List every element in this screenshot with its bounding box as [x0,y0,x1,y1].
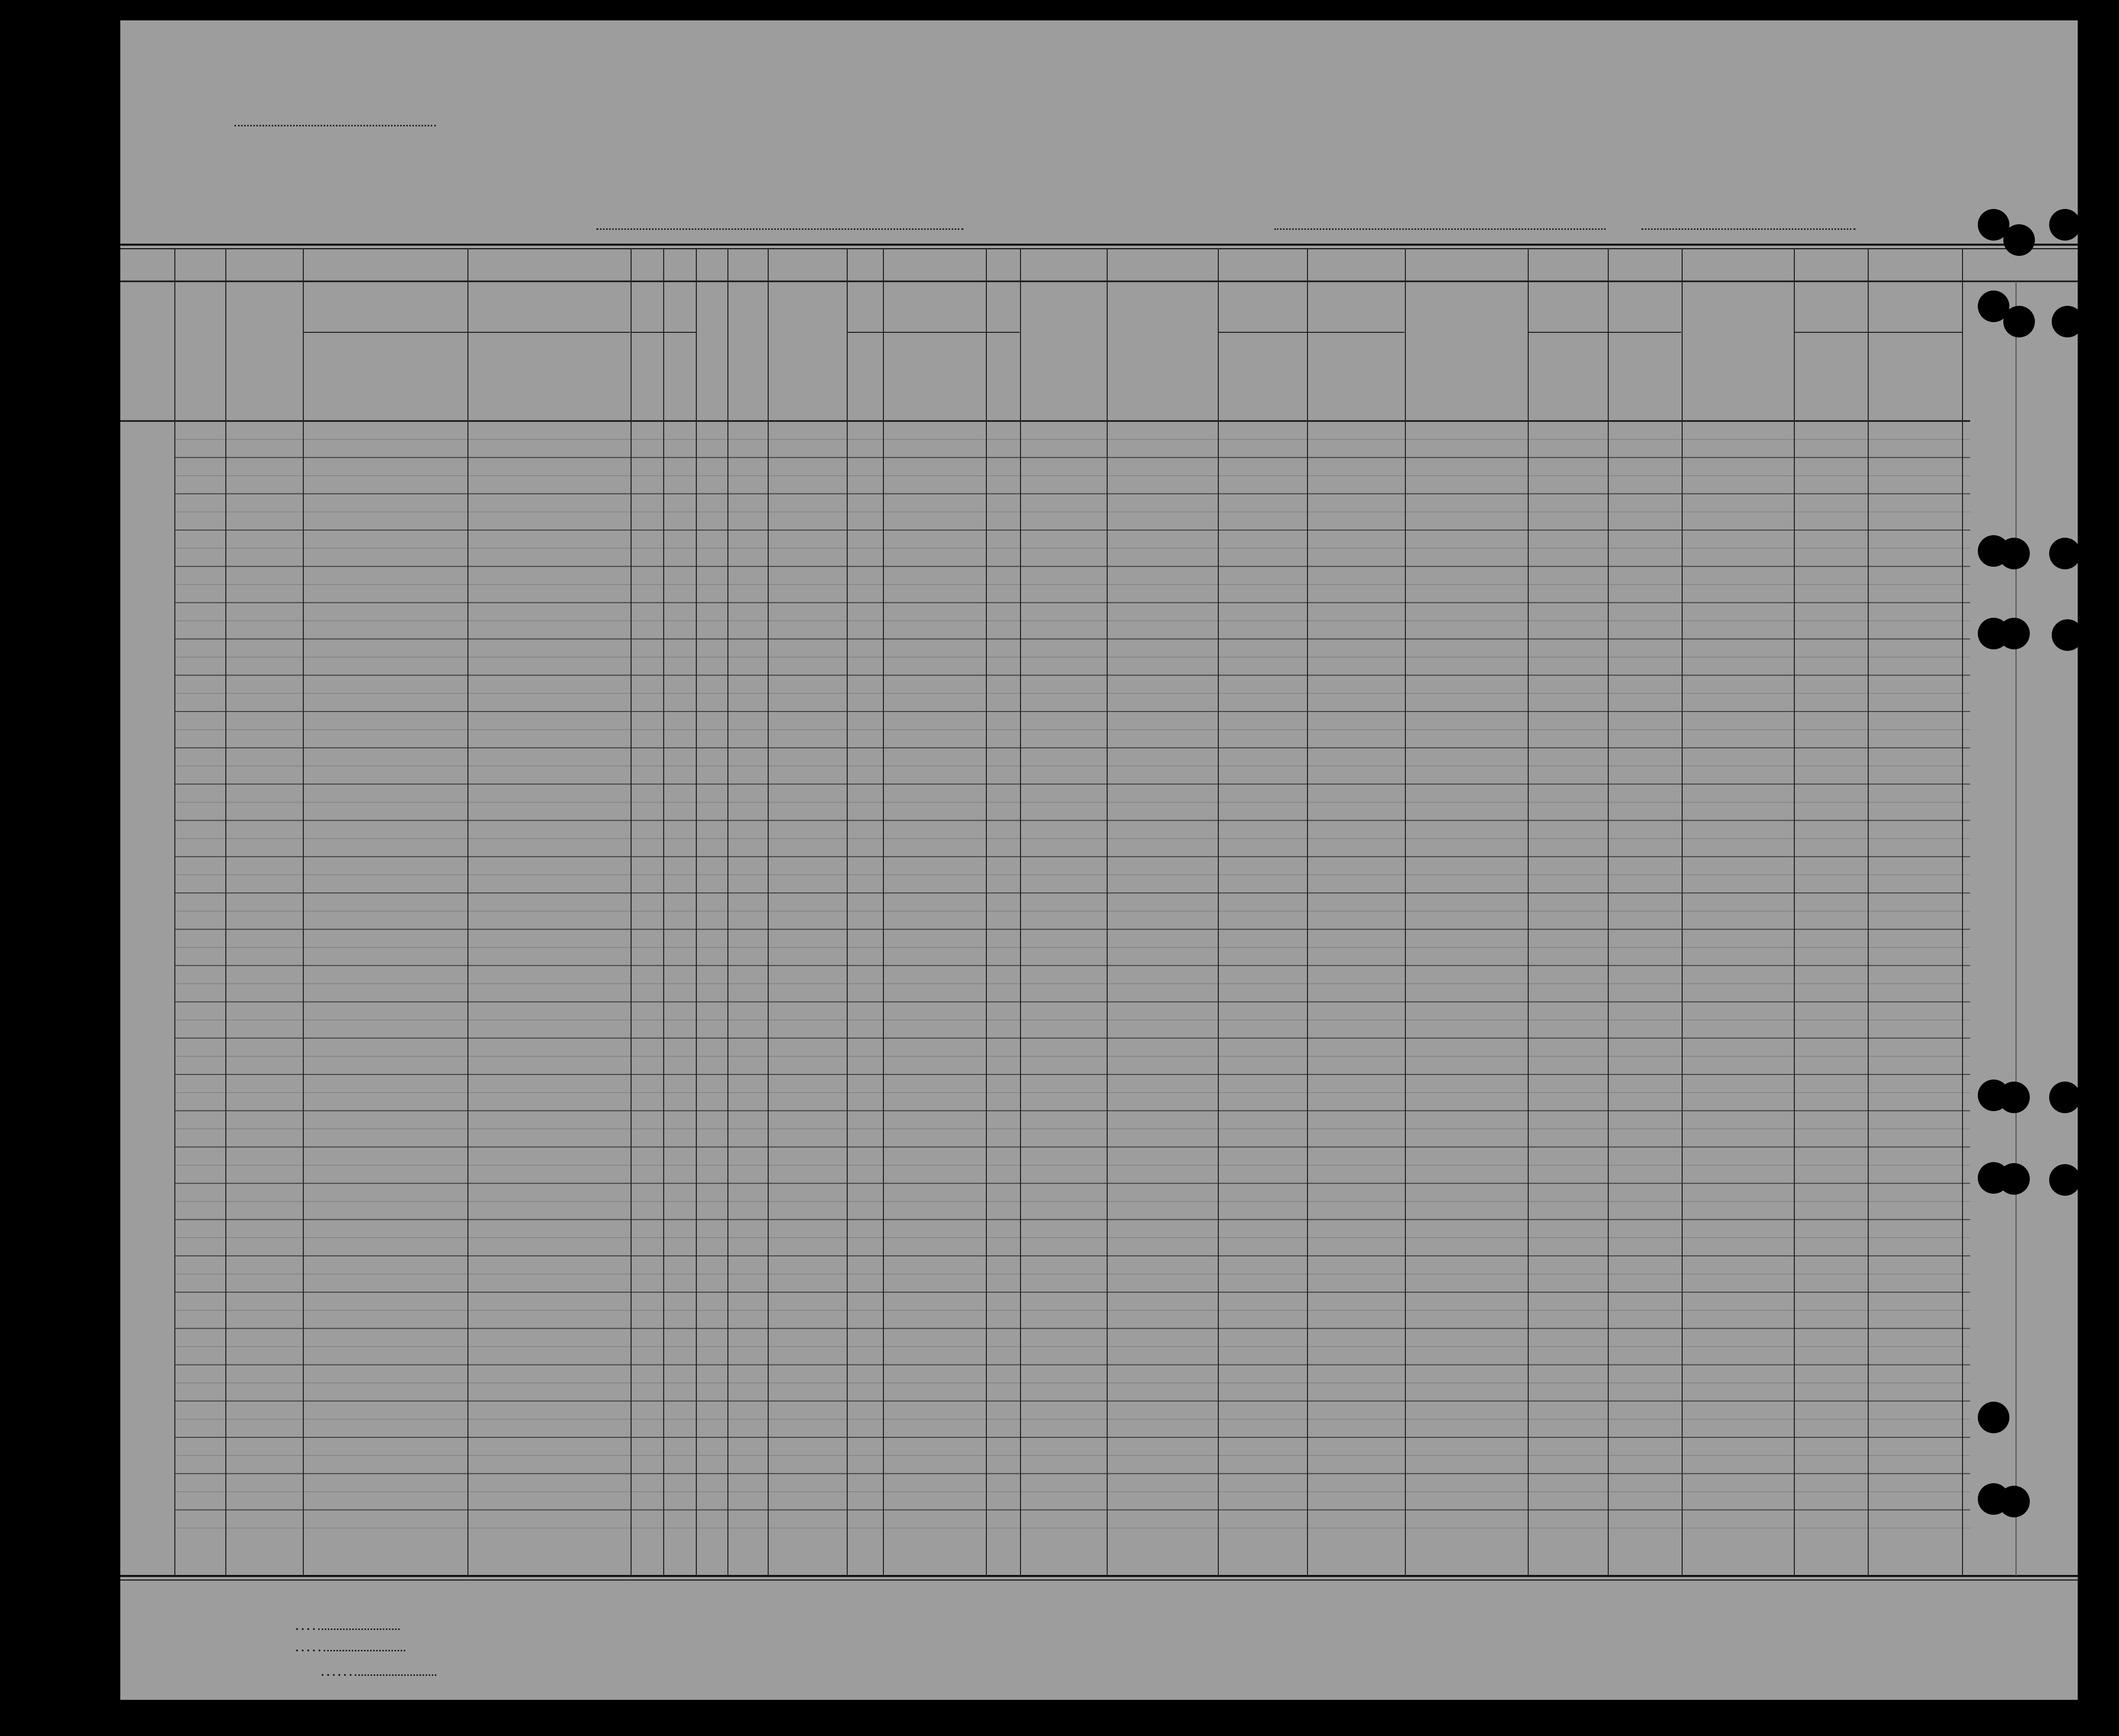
list-label [234,104,436,133]
punch-hole [2049,209,2081,241]
punch-hole [2052,306,2083,337]
total-passengers-label: . . . . [296,1620,400,1633]
punch-hole [1998,1163,2030,1195]
total-passengers-field[interactable] [318,1628,400,1630]
us-citizens-label: . . . . . [296,1641,405,1654]
sailing-from-field[interactable] [1274,228,1606,230]
punch-hole [1998,1082,2030,1113]
punch-hole [2052,619,2083,651]
punch-hole [2049,1164,2081,1196]
aliens-field[interactable] [355,1674,436,1676]
punch-hole [2003,224,2035,256]
us-citizens-field[interactable] [324,1650,405,1651]
punch-hole [1978,1402,2009,1433]
punch-hole [1998,538,2030,569]
list-number-field[interactable] [234,125,436,126]
punch-hole [2049,538,2081,569]
vessel-name-underline [596,228,963,230]
aliens-label: . . . . . . [321,1666,436,1679]
punch-hole [2049,1082,2081,1113]
punch-hole [1998,1486,2030,1517]
punch-hole [2003,306,2035,337]
punch-hole [1998,618,2030,649]
sailing-date-field[interactable] [1641,228,1855,230]
